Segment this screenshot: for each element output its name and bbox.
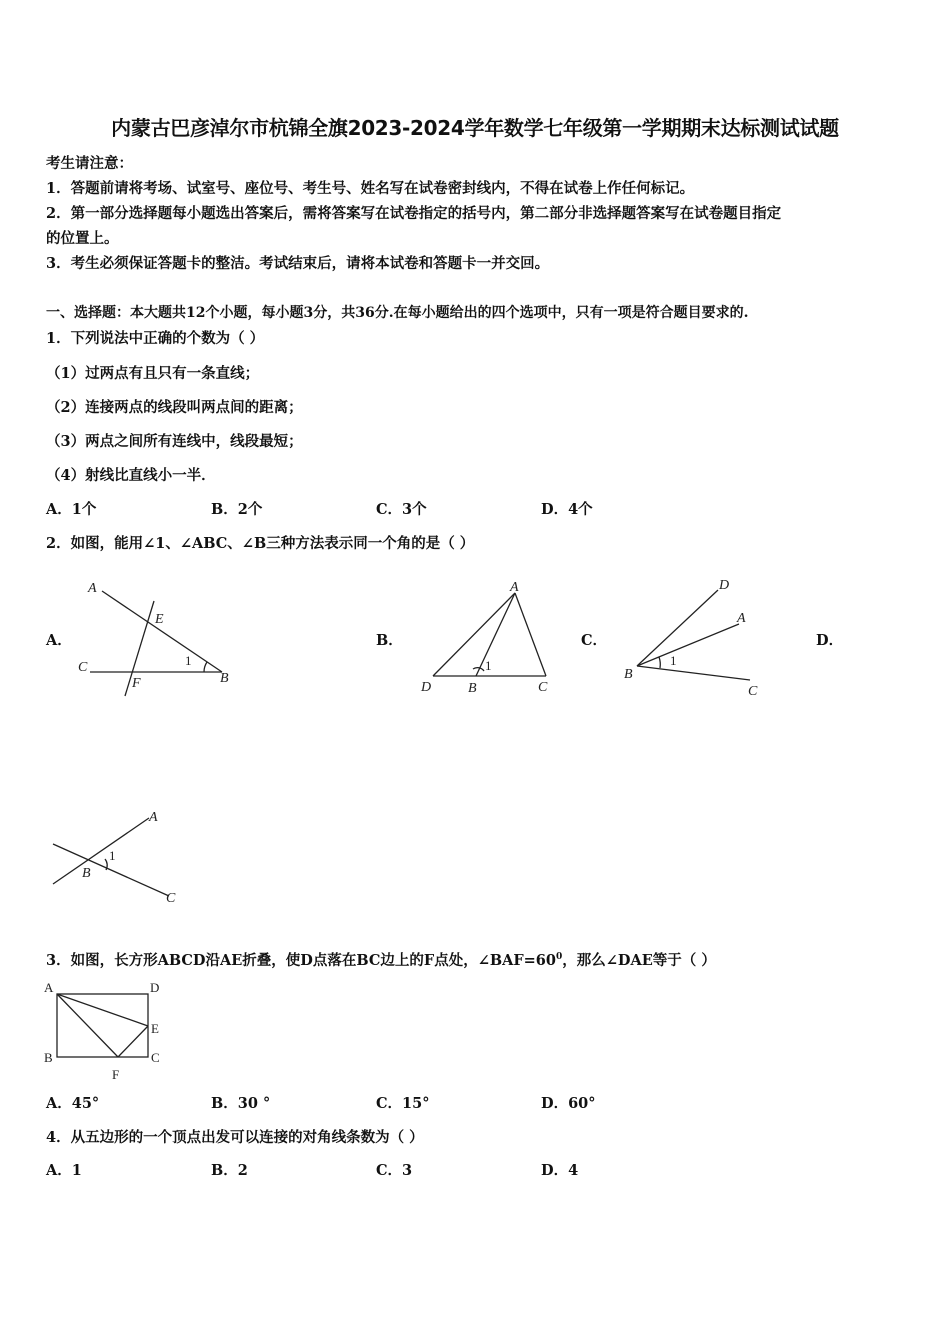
figure-q2-b: [415, 575, 560, 700]
question-3-option-b: B．30 °: [211, 1095, 271, 1112]
label-1: 1: [485, 658, 492, 673]
question-1-option-a: A．1个: [46, 501, 97, 518]
line-ab: [102, 591, 222, 672]
question-4-stem: 4．从五边形的一个顶点出发可以连接的对角线条数为（ ）: [46, 1129, 424, 1146]
label-e: E: [155, 612, 164, 627]
question-3-option-a: A．45°: [46, 1095, 100, 1112]
label-a: A: [737, 611, 746, 626]
question-3-stem-a: 3．如图，长方形ABCD沿AE折叠，使D点落在BC边上的F点处，∠BAF=60: [46, 952, 556, 969]
label-b: B: [220, 671, 229, 686]
question-1-statement: （3）两点之间所有连线中，线段最短；: [46, 433, 303, 450]
line-bd: [637, 590, 718, 666]
question-1-option-d: D．4个: [541, 501, 593, 518]
label-a: A: [149, 810, 158, 825]
line-da: [433, 593, 515, 676]
label-f: F: [132, 676, 141, 691]
figure-q2-a: [70, 575, 240, 700]
label-b: B: [44, 1050, 53, 1065]
label-1: 1: [185, 653, 192, 668]
label-b: B: [624, 667, 633, 682]
label-b: B: [82, 866, 91, 881]
section-heading: 一、选择题：本大题共12个小题，每小题3分，共36分.在每小题给出的四个选项中，只有一项是符合题目要求的.: [46, 305, 749, 321]
question-1-stem: 1．下列说法中正确的个数为（ ）: [46, 330, 265, 347]
page-title: 内蒙古巴彦淖尔市杭锦全旗2023-2024学年数学七年级第一学期期末达标测试试题: [111, 116, 839, 140]
line-ab: [476, 593, 515, 676]
label-c: C: [538, 680, 548, 695]
label-a: A: [44, 980, 54, 995]
question-3-option-d: D．60°: [541, 1095, 596, 1112]
question-1-statement: （1）过两点有且只有一条直线；: [46, 365, 260, 382]
question-1-option-b: B．2个: [211, 501, 263, 518]
label-c: C: [78, 660, 88, 675]
question-2-option-c: C．: [581, 632, 608, 649]
question-2-option-d: D．: [816, 632, 844, 649]
label-d: D: [150, 980, 160, 995]
question-3-option-c: C．15°: [376, 1095, 430, 1112]
notice-item: 1．答题前请将考场、试室号、座位号、考生号、姓名写在试卷密封线内，不得在试卷上作任何标记。: [46, 180, 695, 197]
label-1: 1: [109, 848, 116, 863]
question-3-stem: [46, 949, 716, 970]
question-4-option-a: A．1: [46, 1162, 82, 1179]
notice-item: 的位置上。: [46, 230, 119, 247]
rectangle-abcd: [57, 994, 148, 1057]
angle-arc: [105, 859, 107, 870]
label-e: E: [151, 1021, 159, 1036]
label-f: F: [112, 1067, 120, 1082]
line-ae: [57, 994, 148, 1026]
notice-item: 3．考生必须保证答题卡的整洁。考试结束后，请将本试卷和答题卡一并交回。: [46, 255, 550, 272]
question-2-stem: 2．如图，能用∠1、∠ABC、∠B三种方法表示同一个角的是（ ）: [46, 535, 475, 552]
figure-q2-d: [45, 800, 195, 910]
figure-q3: [40, 975, 170, 1085]
label-d: D: [421, 680, 432, 695]
notice-heading: 考生请注意：: [46, 155, 133, 172]
line-af: [57, 994, 118, 1057]
line-fe: [118, 1026, 148, 1057]
angle-arc: [659, 657, 660, 668]
question-1-statement: （2）连接两点的线段叫两点间的距离；: [46, 399, 303, 416]
line-ac: [515, 593, 546, 676]
question-4-option-c: C．3: [376, 1162, 413, 1179]
label-a: A: [88, 581, 97, 596]
question-4-option-d: D．4: [541, 1162, 579, 1179]
question-3-stem-b: ，那么∠DAE等于（ ）: [562, 952, 716, 969]
label-d: D: [719, 578, 730, 593]
question-1-statement: （4）射线比直线小一半．: [46, 467, 216, 484]
question-2-option-a: A．: [46, 632, 72, 649]
notice-item: 2．第一部分选择题每小题选出答案后，需将答案写在试卷指定的括号内，第二部分非选择题答案写在试卷题目指定: [46, 205, 782, 222]
figure-q2-c: [615, 572, 775, 702]
angle-arc: [204, 662, 207, 672]
label-c: C: [166, 891, 176, 906]
question-1-option-c: C．3个: [376, 501, 427, 518]
label-1: 1: [670, 653, 677, 668]
question-2-option-b: B．: [376, 632, 403, 649]
line-ba: [637, 624, 739, 666]
label-c: C: [748, 684, 758, 699]
label-c: C: [151, 1050, 160, 1065]
degree-superscript: 0: [556, 952, 563, 963]
line-bc: [637, 666, 750, 680]
question-4-option-b: B．2: [211, 1162, 248, 1179]
label-a: A: [510, 580, 519, 595]
label-b: B: [468, 681, 477, 696]
